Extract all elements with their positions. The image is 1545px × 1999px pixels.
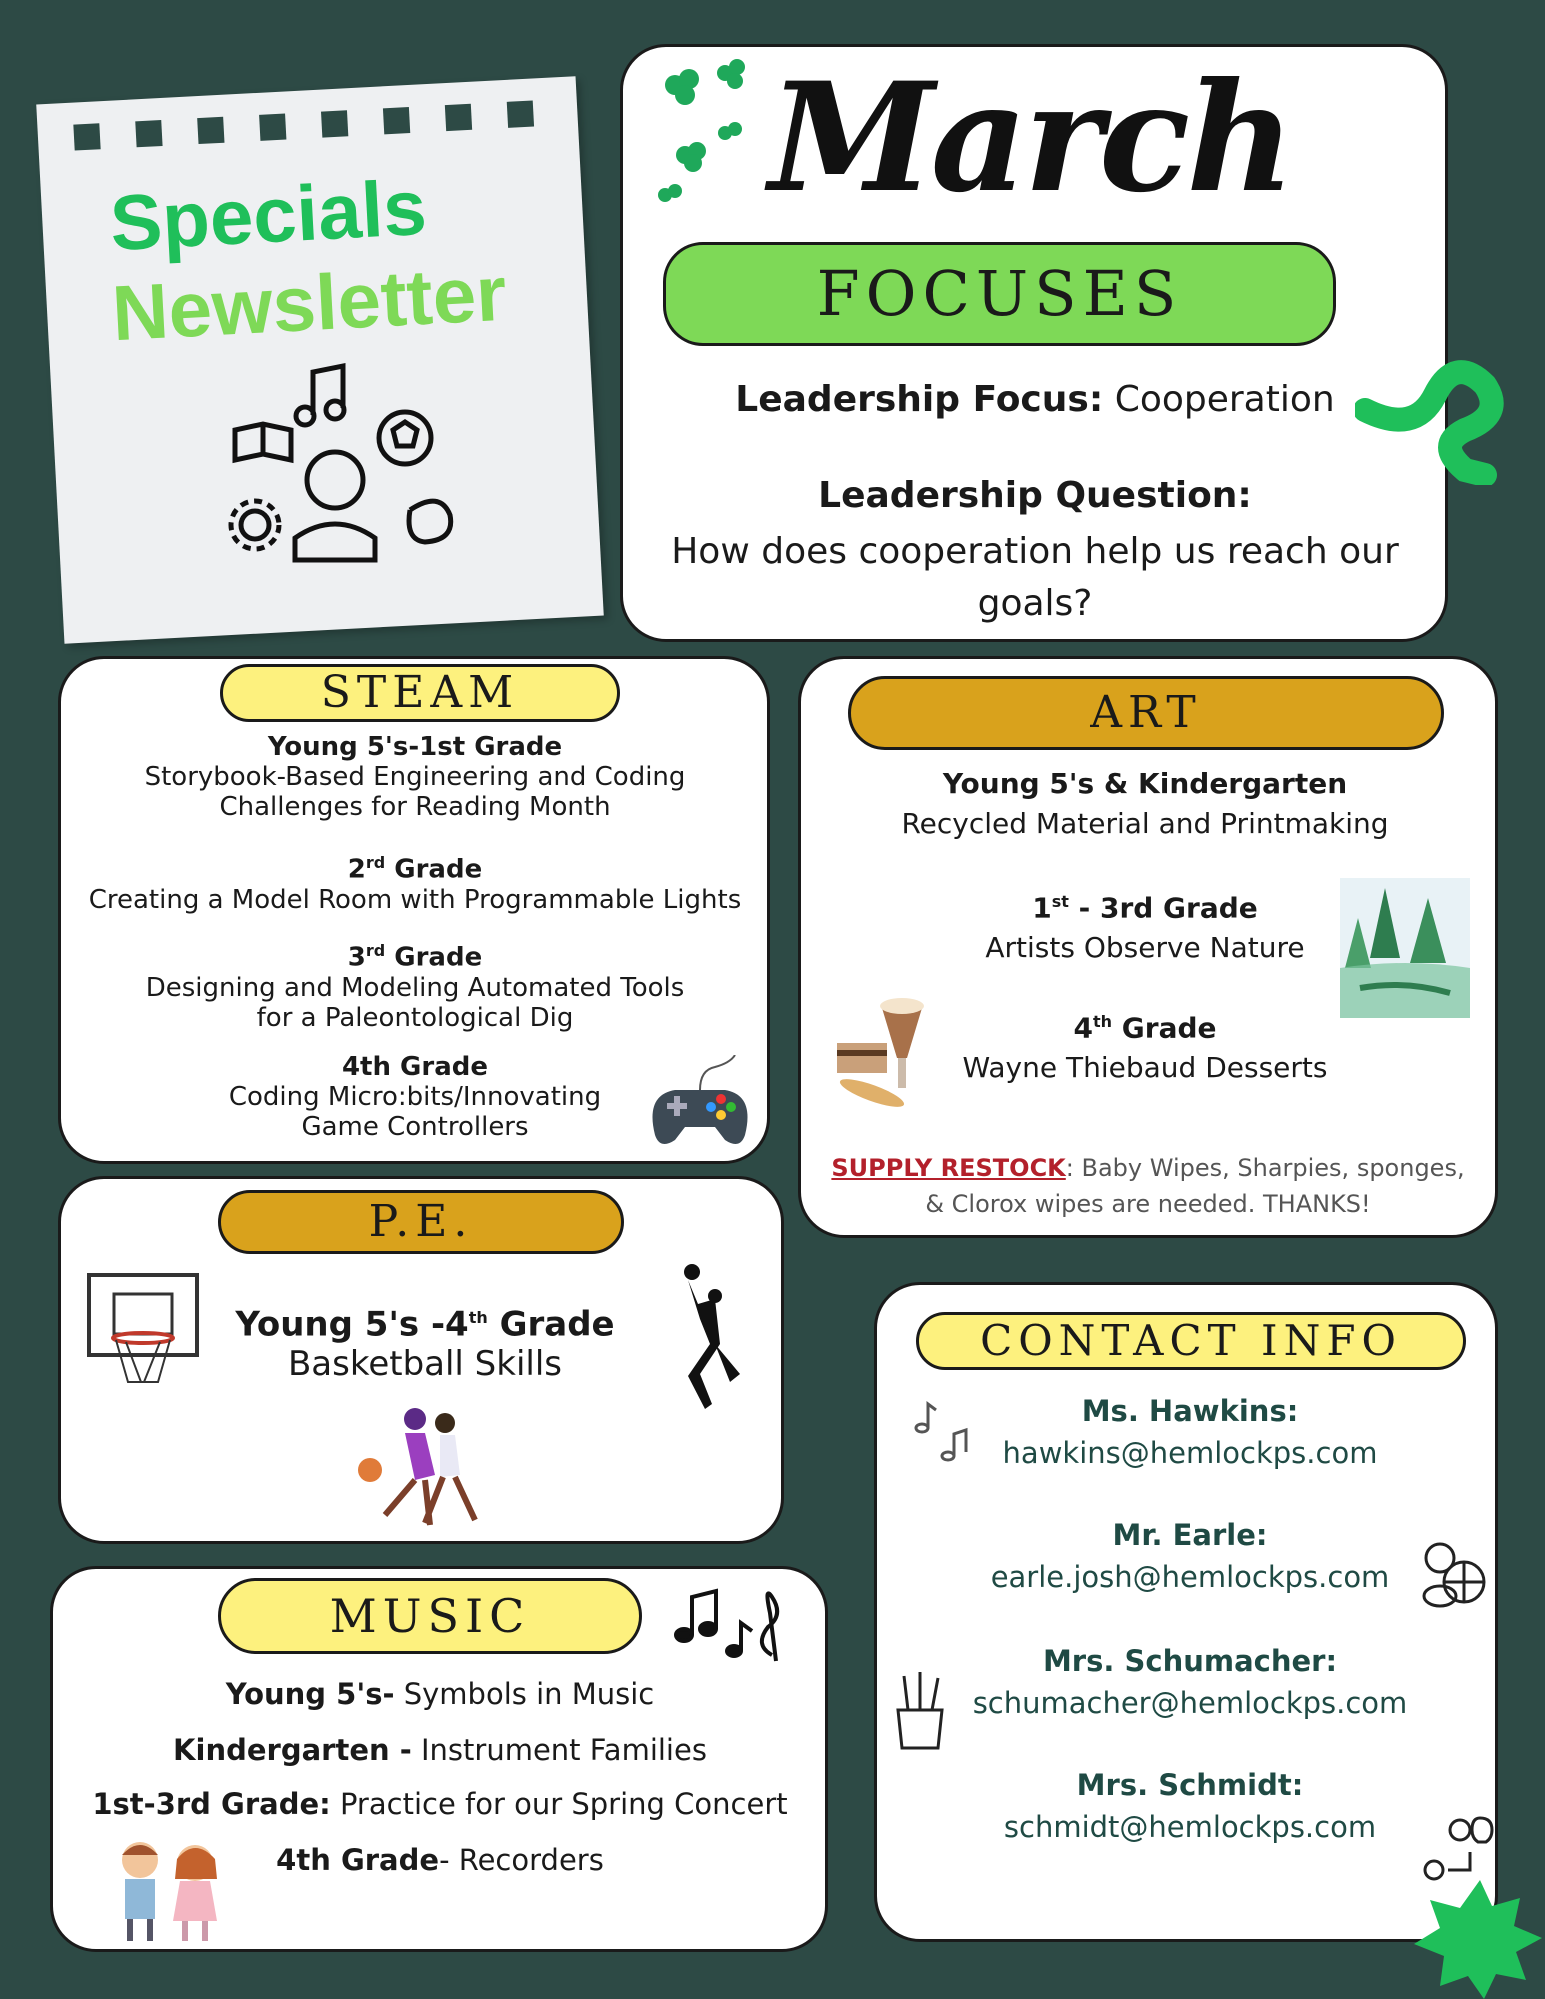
- contact-hawkins: Ms. Hawkins: hawkins@hemlockps.com: [880, 1394, 1500, 1470]
- pe-title: P.E.: [368, 1196, 474, 1247]
- singing-kids-icon: [105, 1835, 235, 1945]
- steam-title: STEAM: [320, 667, 520, 718]
- steam-banner: [220, 664, 620, 722]
- squiggle-icon: [1355, 355, 1505, 485]
- steam-item-4: 4th Grade Coding Micro:bits/Innovating Game Controllers: [228, 1052, 602, 1142]
- art-title: ART: [1090, 687, 1202, 738]
- art-supplies-icon: [890, 1670, 950, 1750]
- art-banner: [848, 676, 1444, 750]
- month-title: March: [768, 50, 1292, 226]
- contact-schumacher: Mrs. Schumacher: schumacher@hemlockps.com: [880, 1644, 1500, 1720]
- newsletter-title-line2: Newsletter: [109, 248, 509, 358]
- basketball-hoop-icon: [86, 1272, 201, 1392]
- sports-balls-icon: [1418, 1540, 1490, 1612]
- supply-restock: SUPPLY RESTOCK: Baby Wipes, Sharpies, sponges, & Clorox wipes are needed. THANKS!: [831, 1154, 1465, 1218]
- email-schmidt[interactable]: schmidt@hemlockps.com: [1003, 1810, 1377, 1844]
- newsletter-title-line1: Specials: [107, 162, 429, 268]
- art-item-1: Young 5's & Kindergarten Recycled Material and Printmaking: [901, 767, 1389, 840]
- focuses-label: FOCUSES: [816, 257, 1183, 330]
- email-earle[interactable]: earle.josh@hemlockps.com: [990, 1560, 1390, 1594]
- contact-banner: [916, 1312, 1466, 1370]
- music-item-3: 1st-3rd Grade: Practice for our Spring Concert: [92, 1787, 788, 1821]
- email-schumacher[interactable]: schumacher@hemlockps.com: [972, 1686, 1408, 1720]
- art-item-3: 4th Grade Wayne Thiebaud Desserts: [962, 1011, 1328, 1085]
- email-hawkins[interactable]: hawkins@hemlockps.com: [1002, 1436, 1378, 1470]
- contact-earle: Mr. Earle: earle.josh@hemlockps.com: [880, 1518, 1500, 1594]
- art-item-2: 1st - 3rd Grade Artists Observe Nature: [985, 891, 1305, 965]
- nature-watercolor-icon: [1340, 868, 1470, 1018]
- music-item-2: Kindergarten - Instrument Families: [173, 1733, 707, 1767]
- pe-grade: Young 5's -4th Grade: [235, 1304, 615, 1345]
- music-item-4: 4th Grade- Recorders: [276, 1843, 604, 1877]
- players-illustration-icon: [355, 1405, 505, 1530]
- green-badge-icon: [1410, 1870, 1545, 1999]
- game-controller-icon: [645, 1055, 755, 1155]
- music-notes-icon: [672, 1585, 792, 1665]
- basketball-player-icon: [670, 1264, 750, 1414]
- music-note-small-icon: [912, 1398, 972, 1468]
- music-item-1: Young 5's- Symbols in Music: [225, 1677, 655, 1711]
- leadership-question-text: How does cooperation help us reach our goals?: [671, 531, 1399, 624]
- contact-title: CONTACT INFO: [980, 1316, 1402, 1365]
- steam-item-2: 2rd Grade Creating a Model Room with Programmable Lights: [88, 853, 742, 915]
- contact-schmidt: Mrs. Schmidt: schmidt@hemlockps.com: [880, 1768, 1500, 1844]
- focuses-banner: [663, 242, 1336, 346]
- pe-desc: Basketball Skills: [287, 1344, 563, 1384]
- student-icons-icon: [225, 360, 475, 570]
- steam-item-1: Young 5's-1st Grade Storybook-Based Engineering and Coding Challenges for Reading Month: [144, 732, 686, 822]
- steam-item-3: 3rd Grade Designing and Modeling Automated Tools for a Paleontological Dig: [145, 941, 685, 1033]
- leadership-focus: Leadership Focus: Cooperation: [735, 379, 1335, 420]
- leadership-question-label: Leadership Question:: [818, 475, 1252, 516]
- music-title: MUSIC: [329, 1589, 531, 1643]
- music-banner: [218, 1578, 642, 1654]
- pe-banner: [218, 1190, 624, 1254]
- desserts-icon: [832, 998, 952, 1108]
